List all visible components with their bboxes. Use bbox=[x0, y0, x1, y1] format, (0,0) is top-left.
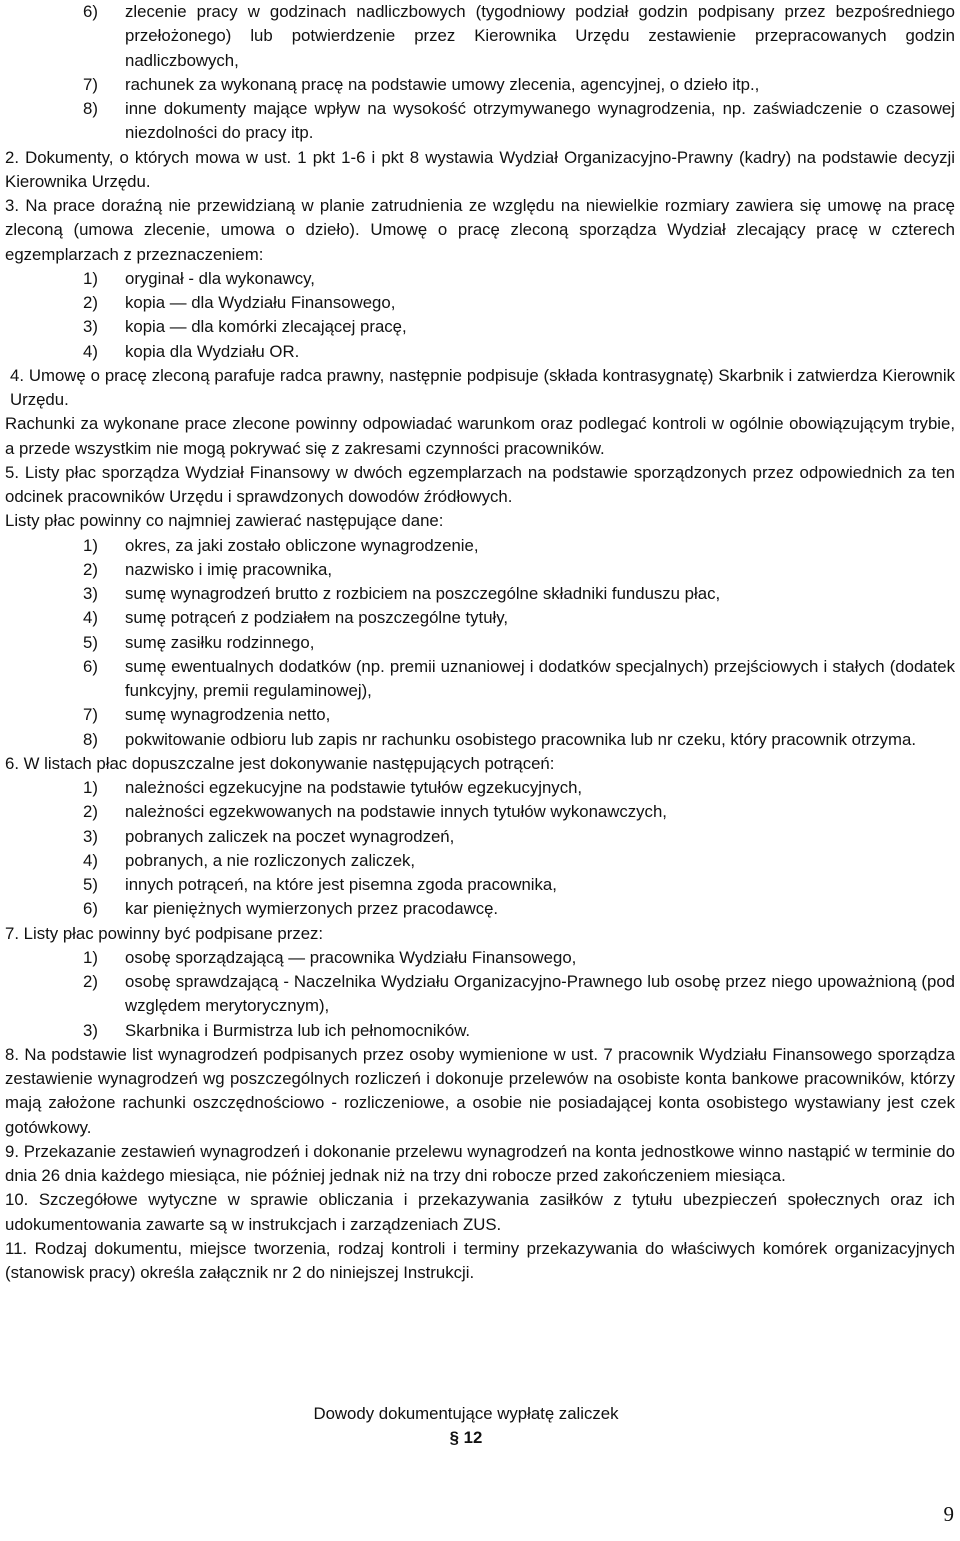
paragraph-11: 11. Rodzaj dokumentu, miejsce tworzenia, rodzaj kontroli i terminy przekazywania do właściwych komórek organizacyjnych (stanowisk pracy) określa załącznik nr 2 do niniejszej Instrukcji. bbox=[5, 1238, 955, 1282]
list-item bbox=[5, 73, 955, 97]
list-item-text: okres, za jaki zostało obliczone wynagrodzenie, bbox=[125, 535, 479, 555]
list-item bbox=[5, 340, 955, 364]
paragraph-9: 9. Przekazanie zestawień wynagrodzeń i dokonanie przelewu wynagrodzeń na konta jednostkowe winno nastąpić w terminie do dnia 26 dnia każdego miesiąca, nie później jednak niż na trzy dni robocze przed zakończeniem miesiąca. bbox=[5, 1141, 955, 1185]
paragraph-4b: Rachunki za wykonane prace zlecone powinny odpowiadać warunkom oraz podlegać kontroli w ogólnie obowiązującym trybie, a przede wszystkim nie mogą pokrywać się z zakresami czynności pracowników. bbox=[5, 414, 955, 458]
list-item-number: 3) bbox=[83, 826, 98, 846]
list-item-text: nazwisko i imię pracownika, bbox=[125, 559, 333, 579]
page-number: 9 bbox=[943, 1502, 954, 1526]
list-item bbox=[5, 582, 955, 606]
list-item-text: osobę sporządzającą — pracownika Wydziału Finansowego, bbox=[125, 947, 577, 967]
list-e bbox=[5, 946, 955, 1043]
paragraph-4: 4. Umowę o pracę zleconą parafuje radca prawny, następnie podpisuje (składa kontrasygnatę) Skarbnik i zatwierdza Kierownik Urzędu. bbox=[10, 365, 955, 409]
list-item-number: 1) bbox=[83, 778, 98, 797]
list-item-number: 7) bbox=[83, 705, 98, 725]
list-item bbox=[5, 558, 955, 582]
list-item bbox=[5, 703, 955, 727]
list-item bbox=[5, 728, 955, 752]
list-item-text: zlecenie pracy w godzinach nadliczbowych (tygodniowy podział godzin podpisany przez bezpośredniego przełożonego) lub potwierdzenie przez Kierownika Urzędu zestawienie przepracowanych godzin nadliczbowych, bbox=[125, 2, 955, 70]
list-item-number: 2) bbox=[83, 972, 98, 991]
paragraph-2: 2. Dokumenty, o których mowa w ust. 1 pkt 1-6 i pkt 8 wystawia Wydział Organizacyjno-Prawny (kadry) na podstawie decyzji Kierownika Urzędu. bbox=[5, 147, 955, 191]
paragraph-5b: Listy płac powinny co najmniej zawierać następujące dane: bbox=[5, 511, 444, 531]
list-item bbox=[5, 97, 955, 146]
list-item-number: 8) bbox=[83, 729, 98, 749]
list-item-text: innych potrąceń, na które jest pisemna zgoda pracownika, bbox=[125, 875, 557, 894]
list-item bbox=[5, 825, 955, 849]
list-item bbox=[5, 776, 955, 800]
paragraph-3: 3. Na prace doraźną nie przewidzianą w planie zatrudnienia ze względu na niewielkie rozmiary zawiera się umowę na pracę zleconą (umowa zlecenie, umowa o dzieło). Umowę o pracę zleconą sporządza Wydział zlecający pracę w czterech egzemplarzach z przeznaczeniem: bbox=[5, 196, 955, 264]
list-item bbox=[5, 970, 955, 1019]
list-item-number: 4) bbox=[83, 341, 98, 361]
list-item-text: kopia dla Wydziału OR. bbox=[125, 341, 300, 361]
list-item-text: sumę wynagrodzenia netto, bbox=[125, 705, 331, 725]
list-item-text: sumę zasiłku rodzinnego, bbox=[125, 632, 315, 652]
list-item-number: 4) bbox=[83, 850, 98, 870]
list-item-number: 5) bbox=[83, 632, 98, 652]
list-d bbox=[5, 776, 955, 922]
list-item bbox=[5, 534, 955, 558]
list-item bbox=[5, 946, 955, 970]
list-item-text: oryginał - dla wykonawcy, bbox=[125, 268, 315, 288]
list-item bbox=[5, 849, 955, 873]
list-item-number: 4) bbox=[83, 608, 98, 628]
list-item-text: rachunek za wykonaną pracę na podstawie umowy zlecenia, agencyjnej, o dzieło itp., bbox=[125, 74, 760, 94]
list-item-text: sumę ewentualnych dodatków (np. premii uznaniowej i dodatków specjalnych) przejściowych i stałych (dodatek funkcyjny, premii regulaminowej), bbox=[125, 656, 955, 700]
list-item-number: 2) bbox=[83, 293, 98, 312]
list-item bbox=[5, 291, 955, 315]
section-number: § 12 bbox=[449, 1428, 483, 1447]
list-item-text: sumę wynagrodzeń brutto z rozbiciem na poszczególne składniki funduszu płac, bbox=[125, 584, 721, 603]
list-item-text: Skarbnika i Burmistrza lub ich pełnomocników. bbox=[125, 1020, 471, 1040]
list-item-number: 3) bbox=[83, 584, 98, 603]
paragraph-8: 8. Na podstawie list wynagrodzeń podpisanych przez osoby wymienione w ust. 7 pracownik Wydziału Finansowego sporządza zestawienie wynagrodzeń wg poszczególnych rozliczeń i dokonuje przelewów na osobiste konta bankowe pracowników, którzy mają założone rachunki oszczędnościowo - rozliczeniowe, a osobie nie posiadającej konta osobistego wystawiany jest czek gotówkowy. bbox=[5, 1044, 955, 1137]
list-b bbox=[5, 267, 955, 364]
list-item bbox=[5, 1019, 955, 1043]
paragraph-6: 6. W listach płac dopuszczalne jest dokonywanie następujących potrąceń: bbox=[5, 753, 555, 773]
list-a bbox=[5, 0, 955, 146]
list-item bbox=[5, 800, 955, 824]
list-item bbox=[5, 606, 955, 630]
list-item-number: 8) bbox=[83, 99, 98, 118]
list-item-text: należności egzekwowanych na podstawie innych tytułów wykonawczych, bbox=[125, 802, 667, 822]
list-item-text: sumę potrąceń z podziałem na poszczególne tytuły, bbox=[125, 608, 509, 628]
list-item-number: 6) bbox=[83, 2, 98, 21]
paragraph-10: 10. Szczegółowe wytyczne w sprawie obliczania i przekazywania zasiłków z tytułu ubezpieczeń społecznych oraz ich udokumentowania zawarte są w instrukcjach i zarządzeniach ZUS. bbox=[5, 1190, 955, 1234]
list-c bbox=[5, 534, 955, 752]
list-item-text: należności egzekucyjne na podstawie tytułów egzekucyjnych, bbox=[125, 778, 583, 797]
list-item-number: 1) bbox=[83, 535, 98, 555]
list-item-number: 3) bbox=[83, 1020, 98, 1040]
list-item-text: kar pieniężnych wymierzonych przez pracodawcę. bbox=[125, 899, 499, 919]
list-item-text: pobranych zaliczek na poczet wynagrodzeń, bbox=[125, 826, 455, 846]
list-item-text: kopia — dla komórki zlecającej pracę, bbox=[125, 317, 407, 337]
list-item bbox=[5, 315, 955, 339]
list-item bbox=[5, 873, 955, 897]
list-item-number: 3) bbox=[83, 317, 98, 337]
paragraph-5: 5. Listy płac sporządza Wydział Finansowy w dwóch egzemplarzach na podstawie sporządzonych przez odpowiednich za ten odcinek pracowników Urzędu i sprawdzonych dowodów źródłowych. bbox=[5, 462, 955, 506]
list-item-text: inne dokumenty mające wpływ na wysokość otrzymywanego wynagrodzenia, np. zaświadczenie o czasowej niezdolności do pracy itp. bbox=[125, 99, 955, 143]
section-title: Dowody dokumentujące wypłatę zaliczek bbox=[313, 1404, 619, 1423]
list-item bbox=[5, 267, 955, 291]
list-item-text: kopia — dla Wydziału Finansowego, bbox=[125, 293, 396, 312]
document-page bbox=[5, 0, 955, 1285]
list-item-text: pobranych, a nie rozliczonych zaliczek, bbox=[125, 850, 416, 870]
list-item-number: 2) bbox=[83, 802, 98, 822]
list-item-number: 7) bbox=[83, 74, 98, 94]
list-item bbox=[5, 631, 955, 655]
list-item-number: 6) bbox=[83, 899, 98, 919]
list-item-number: 1) bbox=[83, 947, 98, 967]
list-item bbox=[5, 897, 955, 921]
list-item-text: pokwitowanie odbioru lub zapis nr rachunku osobistego pracownika lub nr czeku, który pracownik otrzyma. bbox=[125, 729, 916, 749]
list-item bbox=[5, 655, 955, 704]
list-item-number: 5) bbox=[83, 875, 98, 894]
list-item-number: 1) bbox=[83, 268, 98, 288]
list-item-number: 6) bbox=[83, 656, 98, 676]
list-item-text: osobę sprawdzającą - Naczelnika Wydziału Organizacyjno-Prawnego lub osobę przez niego upoważnioną (pod względem merytorycznym), bbox=[125, 972, 955, 1016]
list-item-number: 2) bbox=[83, 559, 98, 579]
list-item bbox=[5, 0, 955, 73]
paragraph-7: 7. Listy płac powinny być podpisane przez: bbox=[5, 923, 324, 943]
